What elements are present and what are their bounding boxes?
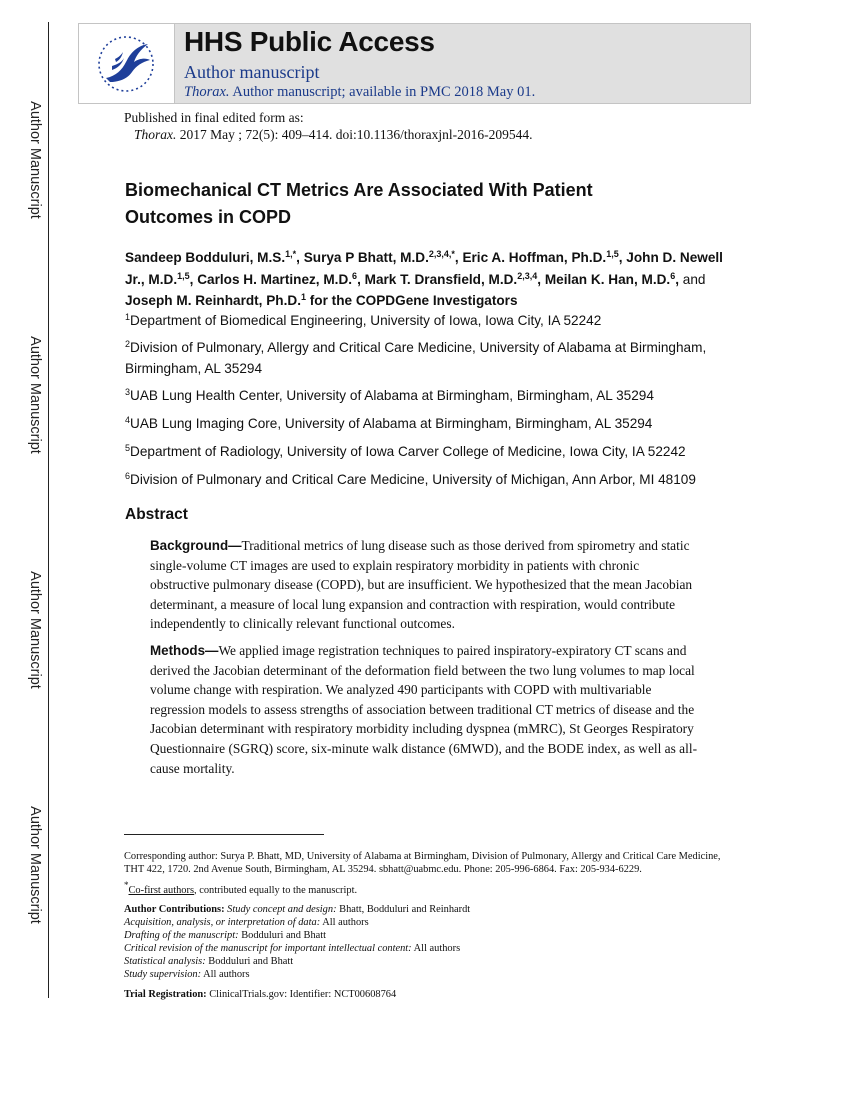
author-list: Sandeep Bodduluri, M.S.$^{1,*}$, Surya P Bhatt, M.D.$^{2,3,4,*}$, Eric A. Hoffman, Ph.D.$^{1,5}$, John D. Newell Jr., M.D.$^{1,5}$, Carlos H. Martinez, M.D.$^6$, Mark T. Dransfield, M.D.$^{2,3,4}$, Meilan K. Han, M.D.$^6$, and Joseph M. Reinhardt, Ph.D.$^1$ for the COPDGene Investigators: [125, 249, 723, 308]
manuscript-type: Author manuscript: [184, 62, 320, 82]
availability-note: Thorax. Author manuscript; available in PMC 2018 May 01.: [184, 84, 536, 100]
abstract-methods: Methods—We applied image registration techniques to paired inspiratory-expiratory CT scans and derived the Jacobian determinant of the deformation field between the two lung volumes to map local volume change with respiration. We analyzed 490 participants with COPD with multivariable regression models to assess strengths of association between traditional CT metrics of disease and the Jacobian determinant with respiratory morbidity including dyspnea (mMRC), St Georges Respiratory Questionnaire (SGRQ) score, six-minute walk distance (6MWD), and the BODE index, as well as all-cause mortality.: [150, 643, 698, 776]
hhs-header-banner: [78, 23, 751, 104]
author-contributions: Author Contributions: Study concept and design: Bhatt, Bodduluri and Reinhardt Acquisition, analysis, or interpretation of data: All authors Drafting of the manuscript: Bodduluri and Bhatt Critical revision of the manuscript for important intellectual content: All authors Statistical analysis: Bodduluri and Bhatt Study supervision: All authors: [124, 904, 471, 980]
margin-rule: [48, 22, 49, 998]
affiliation: $^5$Department of Radiology, University of Iowa Carver College of Medicine, Iowa City, IA 52242: [125, 443, 686, 459]
footnote-divider: [124, 834, 324, 835]
affiliation: $^4$UAB Lung Imaging Core, University of Alabama at Birmingham, Birmingham, AL 35294: [125, 415, 653, 431]
affiliation: $^2$Division of Pulmonary, Allergy and Critical Care Medicine, University of Alabama at Birmingham, Birmingham, AL 35294: [125, 339, 707, 376]
trial-registration: Trial Registration: ClinicalTrials.gov: Identifier: NCT00608764: [124, 989, 397, 1000]
affiliation: $^6$Division of Pulmonary and Critical Care Medicine, University of Michigan, Ann Arbor, MI 48109: [125, 471, 696, 487]
corresponding-author-note: Corresponding author: Surya P. Bhatt, MD, University of Alabama at Birmingham, Division of Pulmonary, Allergy and Critical Care Medicine, THT 422, 1720. 2nd Avenue South, Birmingham, AL 35294. sbhatt@uabmc.edu. Phone: 205-996-6864. Fax: 205-934-6229.: [124, 851, 721, 875]
citation: Thorax. 2017 May ; 72(5): 409–414. doi:10.1136/thoraxjnl-2016-209544.: [134, 127, 533, 142]
published-label: Published in final edited form as:: [124, 110, 304, 125]
affiliation: $^3$UAB Lung Health Center, University of Alabama at Birmingham, Birmingham, AL 35294: [125, 387, 654, 403]
abstract-background: Background—Traditional metrics of lung disease such as those derived from spirometry and static single-volume CT images are used to explain respiratory morbidity in patients with chronic obstructive pulmonary disease (COPD), but are insufficient. We hypothesized that the mean Jacobian determinant, a measure of local lung expansion and contraction with respiration, would contribute independently to clinically relevant functional outcomes.: [150, 538, 693, 632]
hhs-logo: [79, 24, 175, 103]
hhs-title: HHS Public Access: [184, 26, 435, 57]
affiliation: $^1$Department of Biomedical Engineering, University of Iowa, Iowa City, IA 52242: [125, 312, 602, 328]
paper-title: Biomechanical CT Metrics Are Associated With Patient Outcomes in COPD: [125, 180, 593, 227]
co-first-note: *Co-first authors, contributed equally to the manuscript.: [124, 880, 358, 896]
hhs-eagle-icon: [92, 32, 160, 96]
abstract-heading: Abstract: [125, 506, 188, 523]
